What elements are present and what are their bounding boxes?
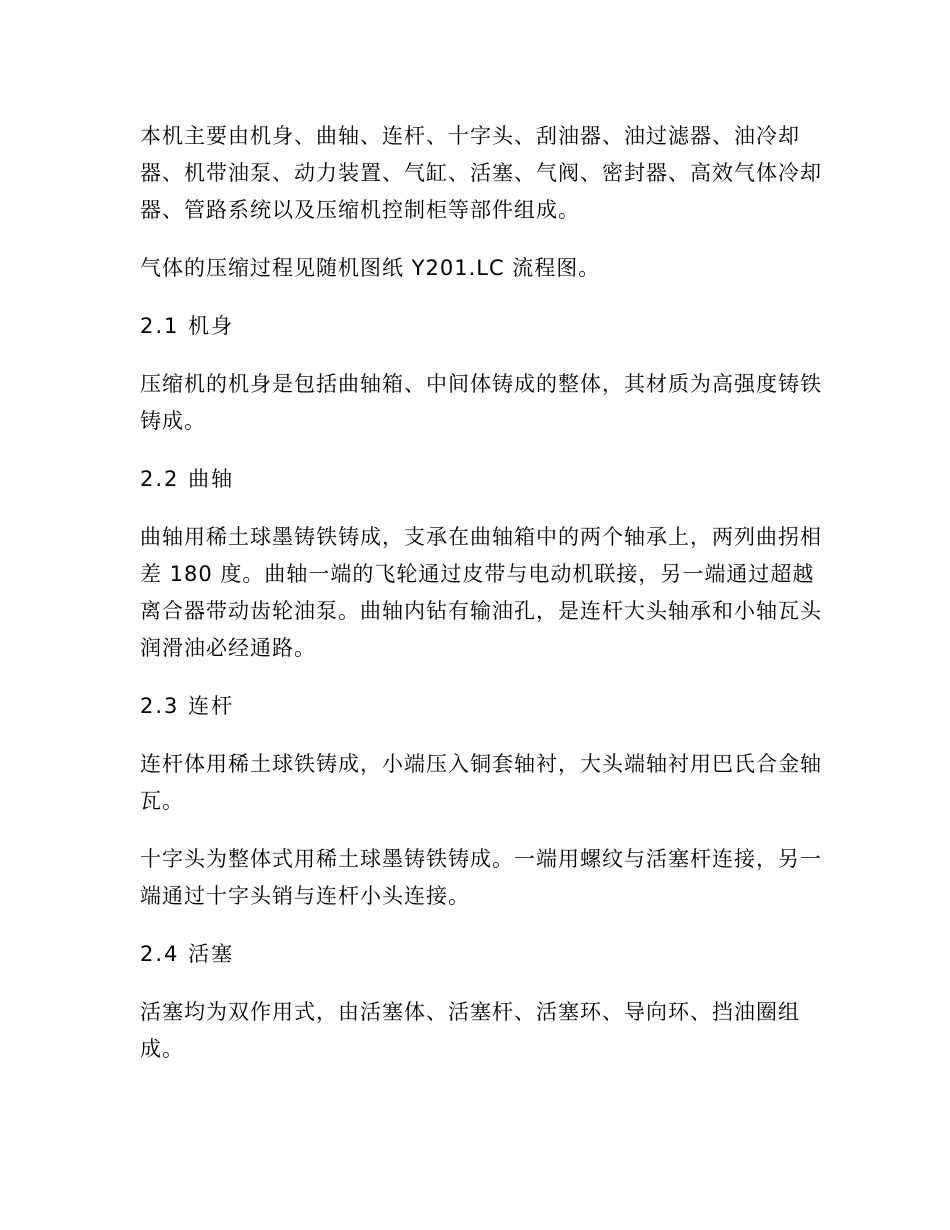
paragraph-compression-process: 气体的压缩过程见随机图纸 Y201.LC 流程图。 bbox=[140, 256, 601, 280]
paragraph-connecting-rod: 连杆体用稀土球铁铸成，小端压入铜套轴衬，大头端轴衬用巴氏合金轴瓦。 bbox=[140, 752, 822, 813]
section-heading-piston: 2.4 活塞 bbox=[140, 942, 235, 966]
section-heading-crankshaft: 2.2 曲轴 bbox=[140, 467, 235, 491]
paragraph-components: 本机主要由机身、曲轴、连杆、十字头、刮油器、油过滤器、油冷却器、机带油泵、动力装置、气缸、活塞、气阀、密封器、高效气体冷却器、管路系统以及压缩机控制柜等部件组成。 bbox=[140, 124, 822, 222]
paragraph-crosshead: 十字头为整体式用稀土球墨铸铁铸成。一端用螺纹与活塞杆连接，另一端通过十字头销与连杆小头连接。 bbox=[140, 847, 822, 908]
paragraph-crankshaft: 曲轴用稀土球墨铸铁铸成，支承在曲轴箱中的两个轴承上，两列曲拐相差 180 度。曲轴一端的飞轮通过皮带与电动机联接，另一端通过超越离合器带动齿轮油泵。曲轴内钻有输油孔，是连杆大头轴承和小轴瓦头润滑油必经通路。 bbox=[140, 525, 822, 660]
section-heading-connecting-rod: 2.3 连杆 bbox=[140, 694, 235, 718]
paragraph-piston: 活塞均为双作用式，由活塞体、活塞杆、活塞环、导向环、挡油圈组成。 bbox=[140, 1000, 800, 1061]
paragraph-frame: 压缩机的机身是包括曲轴箱、中间体铸成的整体，其材质为高强度铸铁铸成。 bbox=[140, 372, 822, 433]
section-heading-frame: 2.1 机身 bbox=[140, 314, 235, 338]
